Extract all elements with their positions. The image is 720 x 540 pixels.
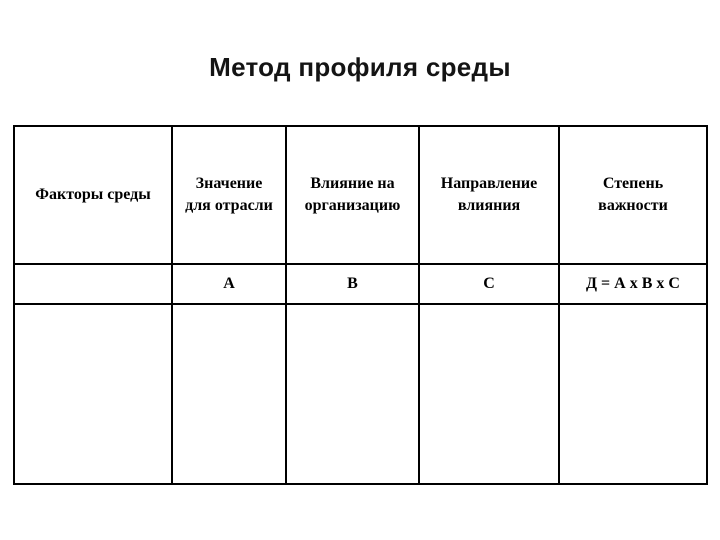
table-header-row: [14, 126, 707, 264]
cell-variable-b: В: [286, 264, 419, 304]
header-environment-factors: Факторы среды: [14, 126, 172, 264]
cell-factors-empty: [14, 264, 172, 304]
cell-variable-c: С: [419, 264, 559, 304]
empty-cell: [14, 304, 172, 484]
empty-data-row: [14, 304, 707, 484]
header-importance-degree: Степень важности: [559, 126, 707, 264]
formula-row: [14, 264, 707, 304]
environment-profile-table: [13, 125, 708, 485]
slide-title: Метод профиля среды: [209, 52, 511, 82]
header-industry-significance: Значение для отрасли: [172, 126, 286, 264]
empty-cell: [419, 304, 559, 484]
empty-cell: [559, 304, 707, 484]
cell-formula: Д = А х В х С: [559, 264, 707, 304]
header-influence-direction: Направление влияния: [419, 126, 559, 264]
header-organization-influence: Влияние на организацию: [286, 126, 419, 264]
cell-variable-a: А: [172, 264, 286, 304]
empty-cell: [286, 304, 419, 484]
empty-cell: [172, 304, 286, 484]
